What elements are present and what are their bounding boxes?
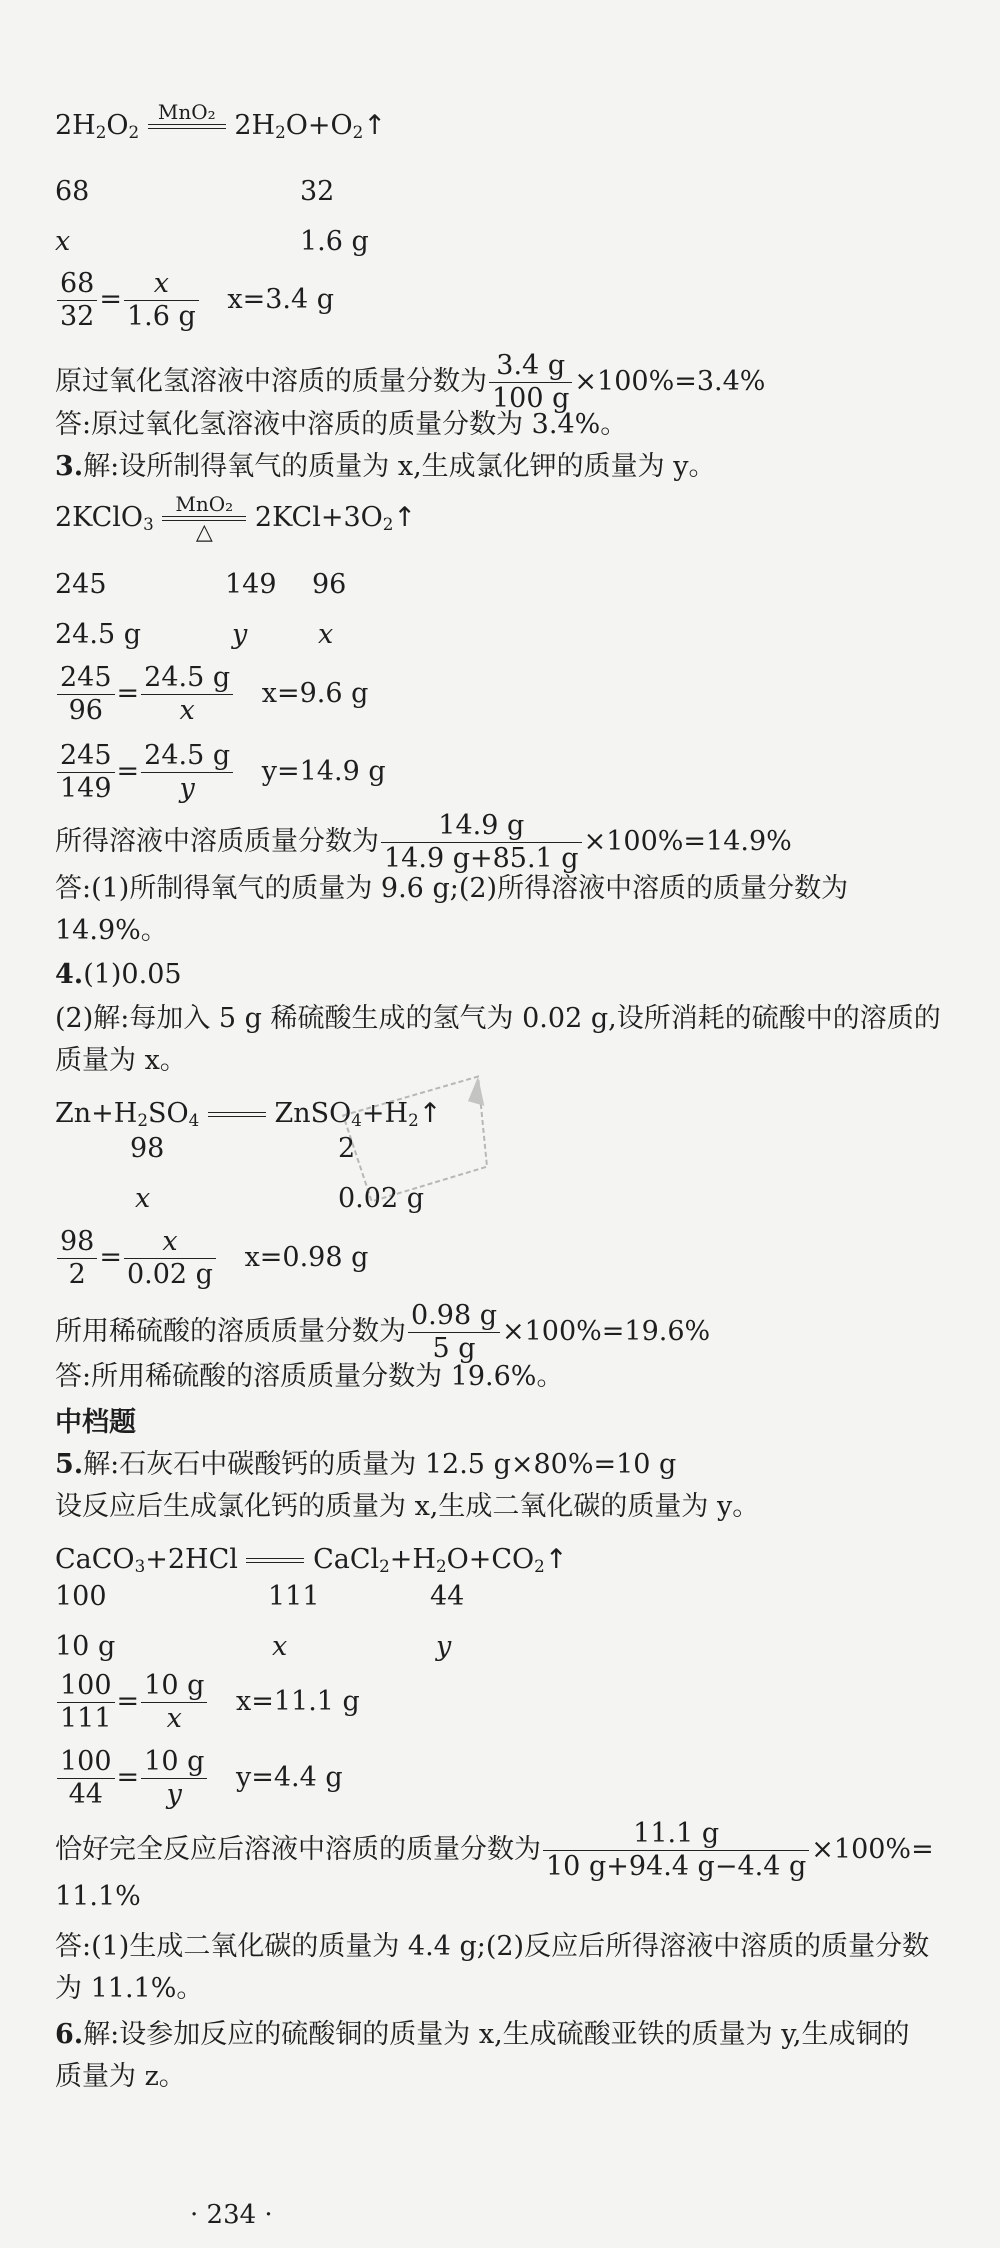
ratio-line: $\frac{98}{2}$ = $\frac{x}{0.02 g}$ x=0.98 g <box>55 1226 368 1291</box>
question-5: 5.解:石灰石中碳酸钙的质量为 12.5 g×80%=10 g <box>55 1449 677 1480</box>
variable: x <box>318 619 334 650</box>
gas-arrow-icon: ↑ <box>544 1544 568 1575</box>
page-number: · 234 · <box>190 2200 273 2230</box>
molar-mass: 44 <box>430 1581 465 1612</box>
text-line: (2)解:每加入 5 g 稀硫酸生成的氢气为 0.02 g,设所消耗的硫酸中的溶质的 <box>55 1003 941 1034</box>
text-line: 设反应后生成氯化钙的质量为 x,生成二氧化碳的质量为 y。 <box>55 1491 760 1522</box>
answer: 14.9%。 <box>55 915 168 946</box>
fraction-line: 所用稀硫酸的溶质质量分数为 $\frac{0.98 g}{5 g}$ ×100%=19.6% <box>55 1300 711 1364</box>
molar-mass: 98 <box>130 1133 165 1164</box>
fraction-line: 所得溶液中溶质质量分数为 $\frac{14.9 g}{14.9 g+85.1 g}$ ×100%=14.9% <box>55 810 792 874</box>
ratio-line: $\frac{100}{44}$ = $\frac{10 g}{y}$ y=4.4 g <box>55 1746 343 1811</box>
molar-mass: 2 <box>338 1133 356 1164</box>
equation-kclo3: 2KClO$_3$ MnO₂ △ $2KCl+3O_2↑$ <box>55 492 417 545</box>
molar-mass: 100 <box>55 1581 107 1612</box>
variable: y <box>232 619 248 650</box>
section-heading: 中档题 <box>55 1407 136 1438</box>
molar-mass: 245 <box>55 569 107 600</box>
question-6: 6.解:设参加反应的硫酸铜的质量为 x,生成硫酸亚铁的质量为 y,生成铜的 <box>55 2019 910 2050</box>
fraction-line: 恰好完全反应后溶液中溶质的质量分数为 $\frac{11.1 g}{10 g+94.4 g-4.4 g}$ ×100%= <box>55 1818 934 1882</box>
molar-mass: 68 <box>55 176 90 207</box>
text-line: 质量为 x。 <box>55 1045 187 1076</box>
question-3: 3.解:设所制得氧气的质量为 x,生成氯化钾的质量为 y。 <box>55 451 716 482</box>
equation-h2o2: $2H_2O_2$ MnO₂ $2H_2O+O_2↑$ <box>55 100 386 153</box>
gas-arrow-icon: ↑ <box>393 502 417 533</box>
reaction-condition <box>208 1088 266 1141</box>
molar-mass: 149 <box>225 569 277 600</box>
variable: x <box>55 226 71 257</box>
answer: 答:所用稀硫酸的溶质质量分数为 19.6%。 <box>55 1361 564 1392</box>
answer: 答:原过氧化氢溶液中溶质的质量分数为 3.4%。 <box>55 409 628 440</box>
ratio-line: $\frac{245}{96}$ = $\frac{24.5 g}{x}$ x=9.6 g <box>55 662 368 727</box>
text-line: 11.1% <box>55 1881 141 1912</box>
variable: x <box>135 1183 151 1214</box>
molar-mass: 32 <box>300 176 335 207</box>
given-mass: 24.5 g <box>55 619 141 650</box>
molar-mass: 111 <box>268 1581 320 1612</box>
ratio-line: $\frac{68}{32}$ = $\frac{x}{1.6 g}$ x=3.4 g <box>55 268 334 333</box>
ratio-line: $\frac{100}{111}$ = $\frac{10 g}{x}$ x=11.1 g <box>55 1670 360 1735</box>
given-mass: 0.02 g <box>338 1183 424 1214</box>
question-4: 4.(1)0.05 <box>55 959 182 990</box>
equation-caco3: CaCO$_3$+2HCl $CaCl_2+H_2O+CO_2↑$ <box>55 1534 567 1587</box>
given-mass: 1.6 g <box>300 226 369 257</box>
variable: y <box>436 1631 452 1662</box>
gas-arrow-icon: ↑ <box>363 110 386 141</box>
fraction-line: 原过氧化氢溶液中溶质的质量分数为 $\frac{3.4 g}{100 g}$ ×100%=3.4% <box>55 350 766 414</box>
reaction-condition: MnO₂ △ <box>162 492 246 545</box>
variable: x <box>272 1631 288 1662</box>
gas-arrow-icon: ↑ <box>418 1098 442 1129</box>
reaction-condition: MnO₂ <box>148 100 226 153</box>
ratio-line: $\frac{245}{149}$ = $\frac{24.5 g}{y}$ y=14.9 g <box>55 740 386 805</box>
text-line: 质量为 z。 <box>55 2061 186 2092</box>
equation-zn: $Zn+H_2SO_4$ $ZnSO_4+H_2↑$ <box>55 1088 441 1141</box>
answer: 为 11.1%。 <box>55 1973 204 2004</box>
molar-mass: 96 <box>312 569 347 600</box>
given-mass: 10 g <box>55 1631 116 1662</box>
answer: 答:(1)所制得氧气的质量为 9.6 g;(2)所得溶液中溶质的质量分数为 <box>55 873 849 904</box>
answer: 答:(1)生成二氧化碳的质量为 4.4 g;(2)反应后所得溶液中溶质的质量分数 <box>55 1931 930 1962</box>
